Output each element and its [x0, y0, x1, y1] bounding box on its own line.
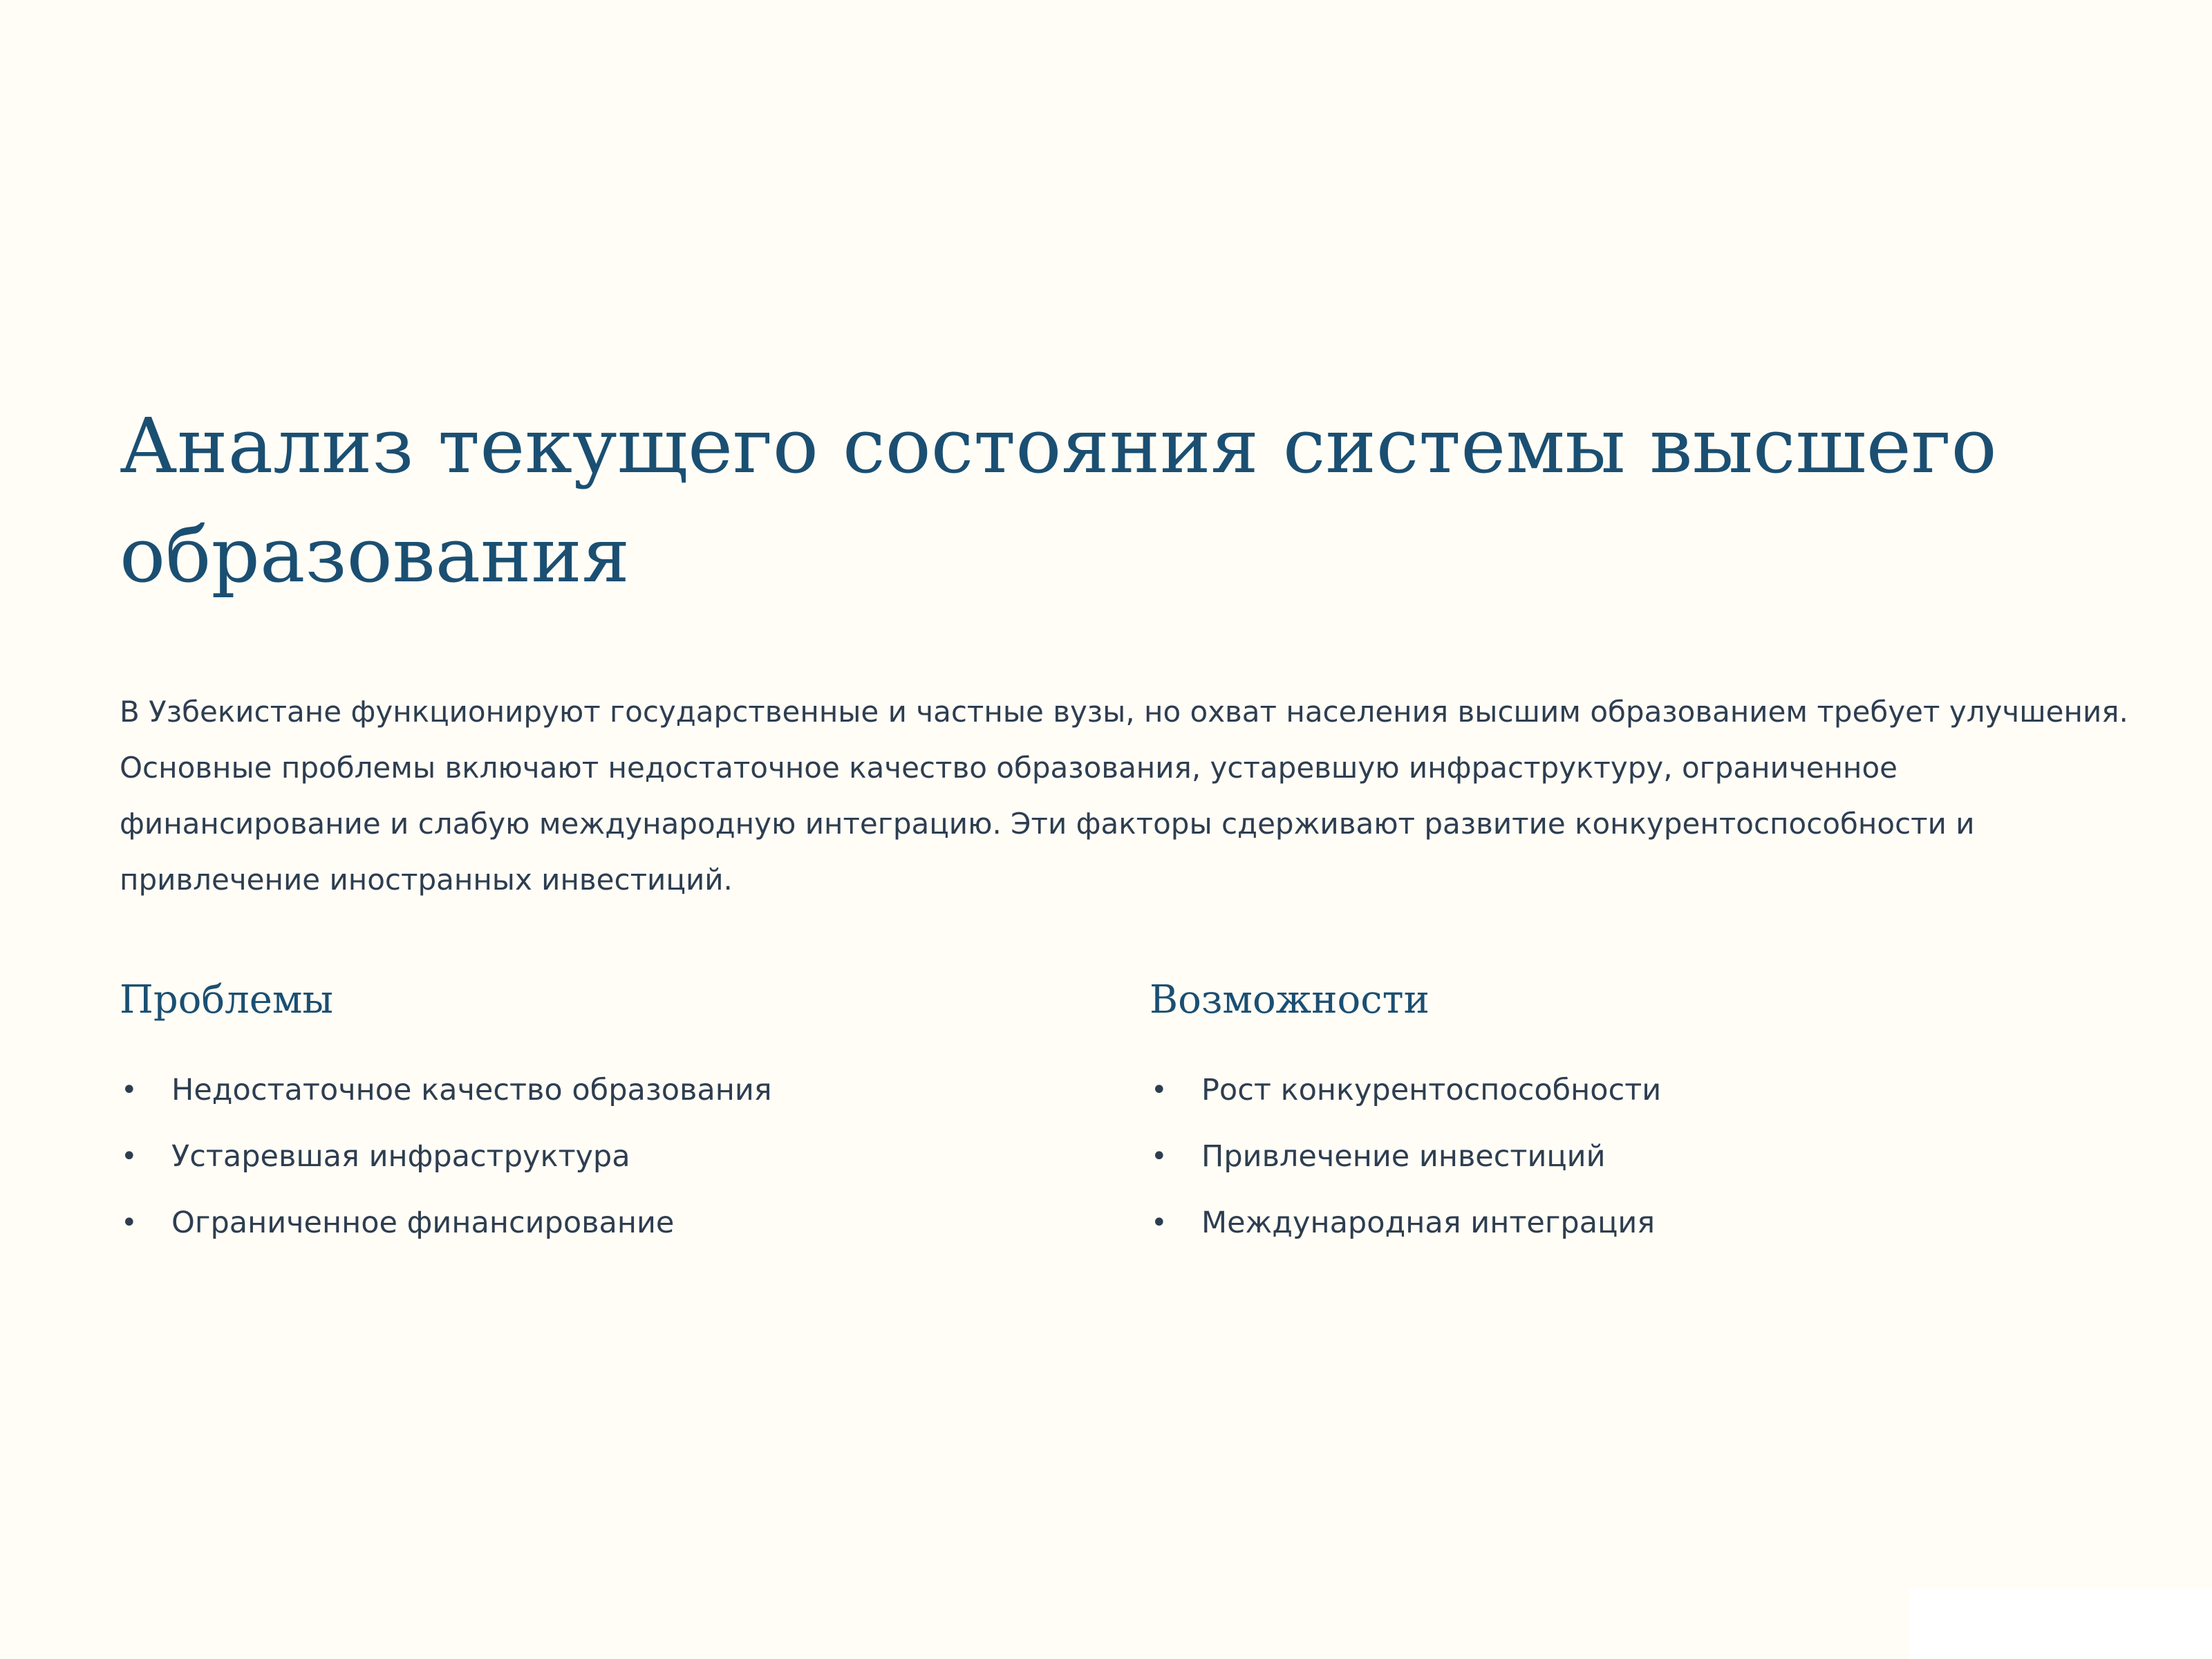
problems-list [120, 1067, 1018, 1266]
opportunities-item-text: Рост конкурентоспособности [1201, 1073, 1662, 1107]
problems-column [120, 969, 1018, 1240]
problems-list-item [120, 1067, 1018, 1134]
opportunities-list-item [1150, 1134, 2048, 1200]
opportunities-item-text: Привлечение инвестиций [1201, 1139, 1606, 1174]
slide-title: Анализ текущего состояния системы высшего образования [120, 402, 1997, 599]
bullet-icon: • [121, 1207, 138, 1239]
bullet-icon: • [121, 1074, 138, 1106]
problems-list-item [120, 1200, 1018, 1266]
problems-item-text: Недостаточное качество образования [171, 1073, 772, 1107]
problems-item-text: Устаревшая инфраструктура [171, 1139, 630, 1174]
bullet-icon: • [1151, 1207, 1168, 1239]
intro-paragraph: В Узбекистане функционируют государственные и частные вузы, но охват населения высшим образованием требует улучшения. Основные проблемы включают недостаточное качество образования, устаревшую инфраструктуру, ограниченное финансирование и слабую международную интеграцию. Эти факторы сдерживают развитие конкурентоспособности и привлечение иностранных инвестиций. [120, 695, 2128, 897]
bullet-icon: • [1151, 1141, 1168, 1172]
opportunities-heading: Возможности [1150, 977, 1430, 1022]
opportunities-column [1150, 969, 2048, 1240]
problems-list-item [120, 1134, 1018, 1200]
problems-item-text: Ограниченное финансирование [171, 1206, 675, 1240]
opportunities-item-text: Международная интеграция [1201, 1206, 1656, 1240]
opportunities-list-item [1150, 1200, 2048, 1266]
bullet-icon: • [1151, 1074, 1168, 1106]
opportunities-list-item [1150, 1067, 2048, 1134]
problems-heading: Проблемы [120, 977, 333, 1022]
opportunities-list [1150, 1067, 2048, 1266]
corner-overlay [1909, 1588, 2212, 1659]
bullet-icon: • [121, 1141, 138, 1172]
